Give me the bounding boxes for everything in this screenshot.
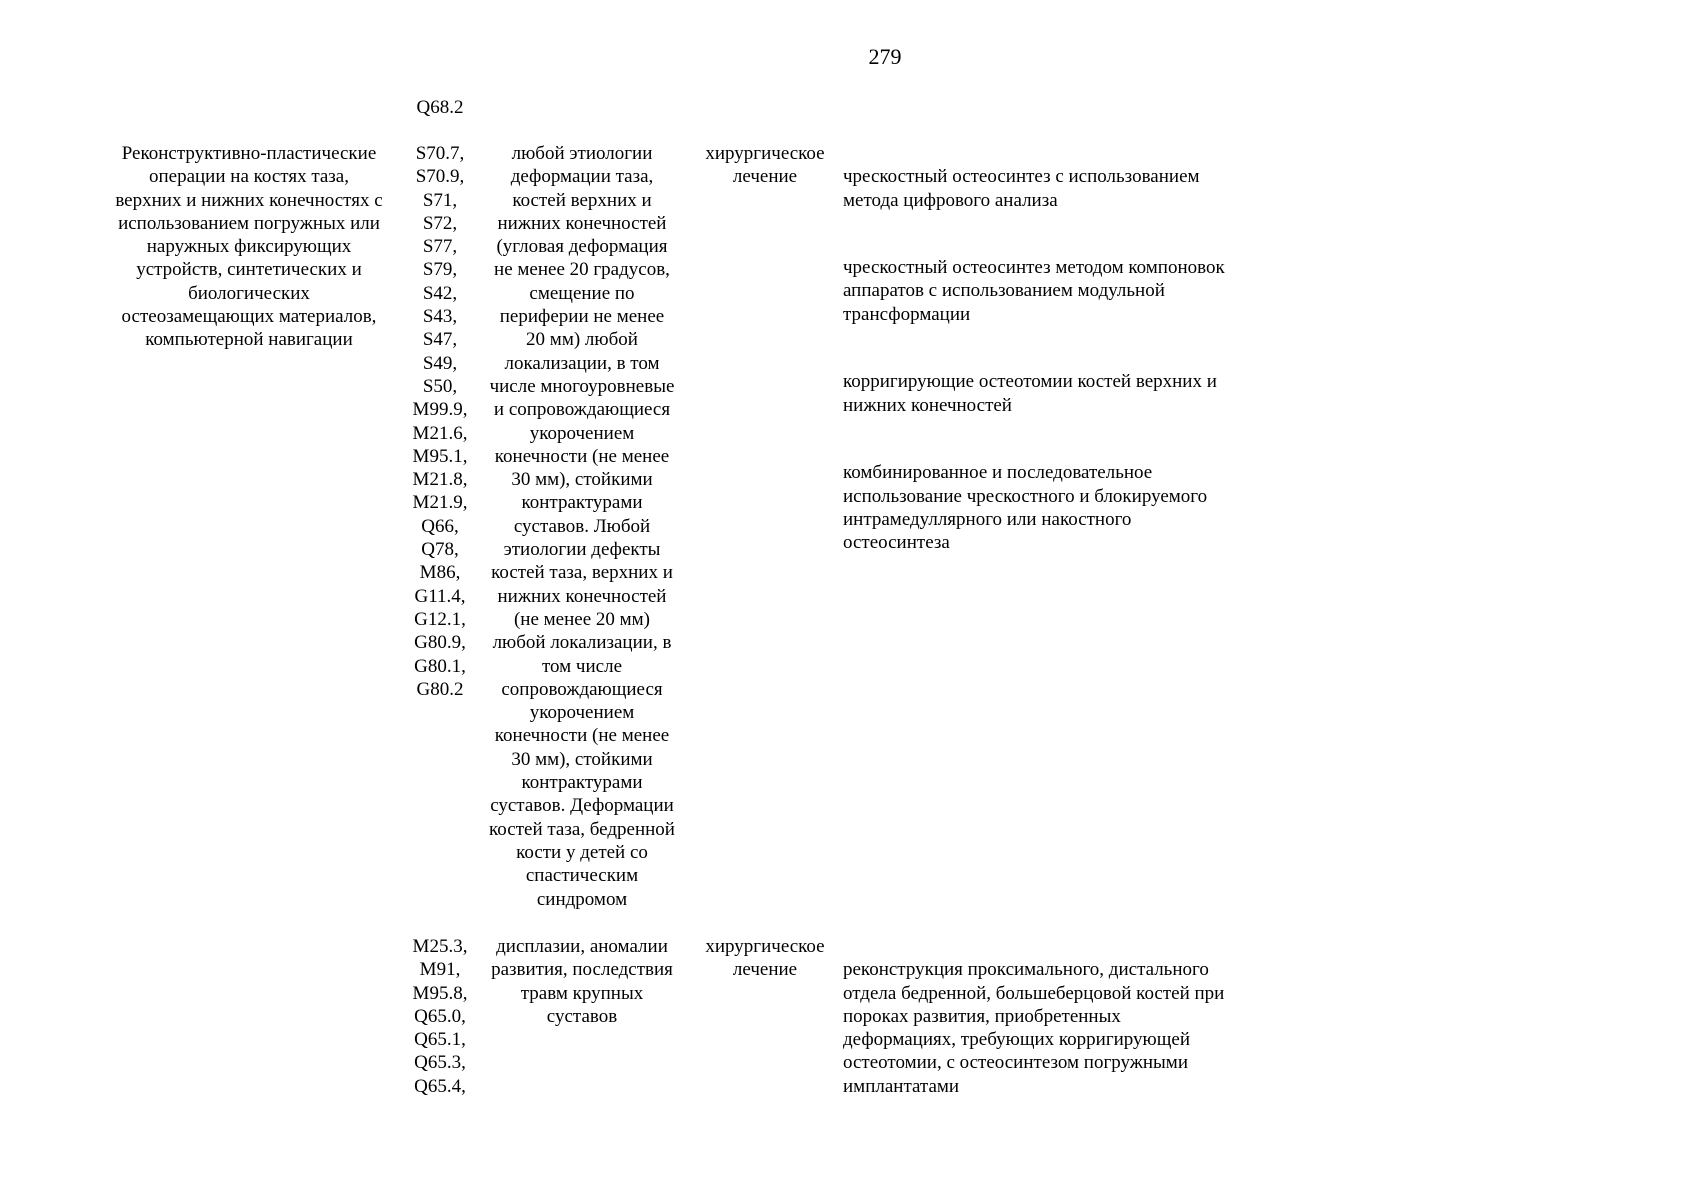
patient-model: любой этиологии деформации таза, костей верхних и нижних конечностей (угловая деформация не менее 20 градусов, смещение по периферии не менее 20 мм) любой локализации, в том числе многоуровневые и сопровождающиеся укорочением конечности (не менее 30 мм), стойкими контрактурами суставов. Любой этиологии дефекты костей таза, верхних и нижних конечностей (не менее 20 мм) любой локализации, в том числе сопровождающиеся укорочением конечности (не менее 30 мм), стойкими контрактурами суставов. Деформации костей таза, бедренной кости у детей со спастическим синдромом bbox=[489, 143, 675, 910]
patient-model: дисплазии, аномалии развития, последствия травм крупных суставов bbox=[491, 936, 673, 1027]
treatment-methods bbox=[843, 142, 1283, 599]
treatment-method: чрескостный остеосинтез с использованием метода цифрового анализа bbox=[843, 166, 1200, 211]
icd-codes: M25.3, M91, M95.8, Q65.0, Q65.1, Q65.3, Q65.4, bbox=[412, 936, 468, 1097]
treatment-method: чрескостный остеосинтез методом компоновок аппаратов с использованием модульной трансформации bbox=[843, 257, 1225, 325]
treatment-type: хирургическое лечение bbox=[705, 936, 825, 981]
treatment-method: реконструкция проксимального, дистального отдела бедренной, большеберцовой костей при пороках развития, приобретенных деформациях, требующих корригирующей остеотомии, с остеосинтезом погружными имплантатами bbox=[843, 959, 1225, 1097]
treatment-methods bbox=[843, 935, 1283, 1142]
intervention-name: Реконструктивно-пластические операции на костях таза, верхних и нижних конечностях с использованием погружных или наружных фиксирующих устройств, синтетических и биологических остеозамещающих материалов, компьютерной навигации bbox=[115, 143, 383, 351]
treatment-method: корригирующие остеотомии костей верхних и нижних конечностей bbox=[843, 371, 1217, 416]
treatment-method: комбинированное и последовательное использование чрескостного и блокируемого интрамедуллярного или накостного остеосинтеза bbox=[843, 462, 1208, 554]
carry-over-code: Q68.2 bbox=[416, 97, 464, 118]
treatment-type: хирургическое лечение bbox=[705, 143, 825, 188]
icd-codes: S70.7, S70.9, S71, S72, S77, S79, S42, S43, S47, S49, S50, M99.9, M21.6, M95.1, M21.8, M21.9, Q66, Q78, M86, G11.4, G12.1, G80.9, G80.1, G80.2 bbox=[412, 143, 468, 700]
page-number: 279 bbox=[868, 44, 902, 69]
